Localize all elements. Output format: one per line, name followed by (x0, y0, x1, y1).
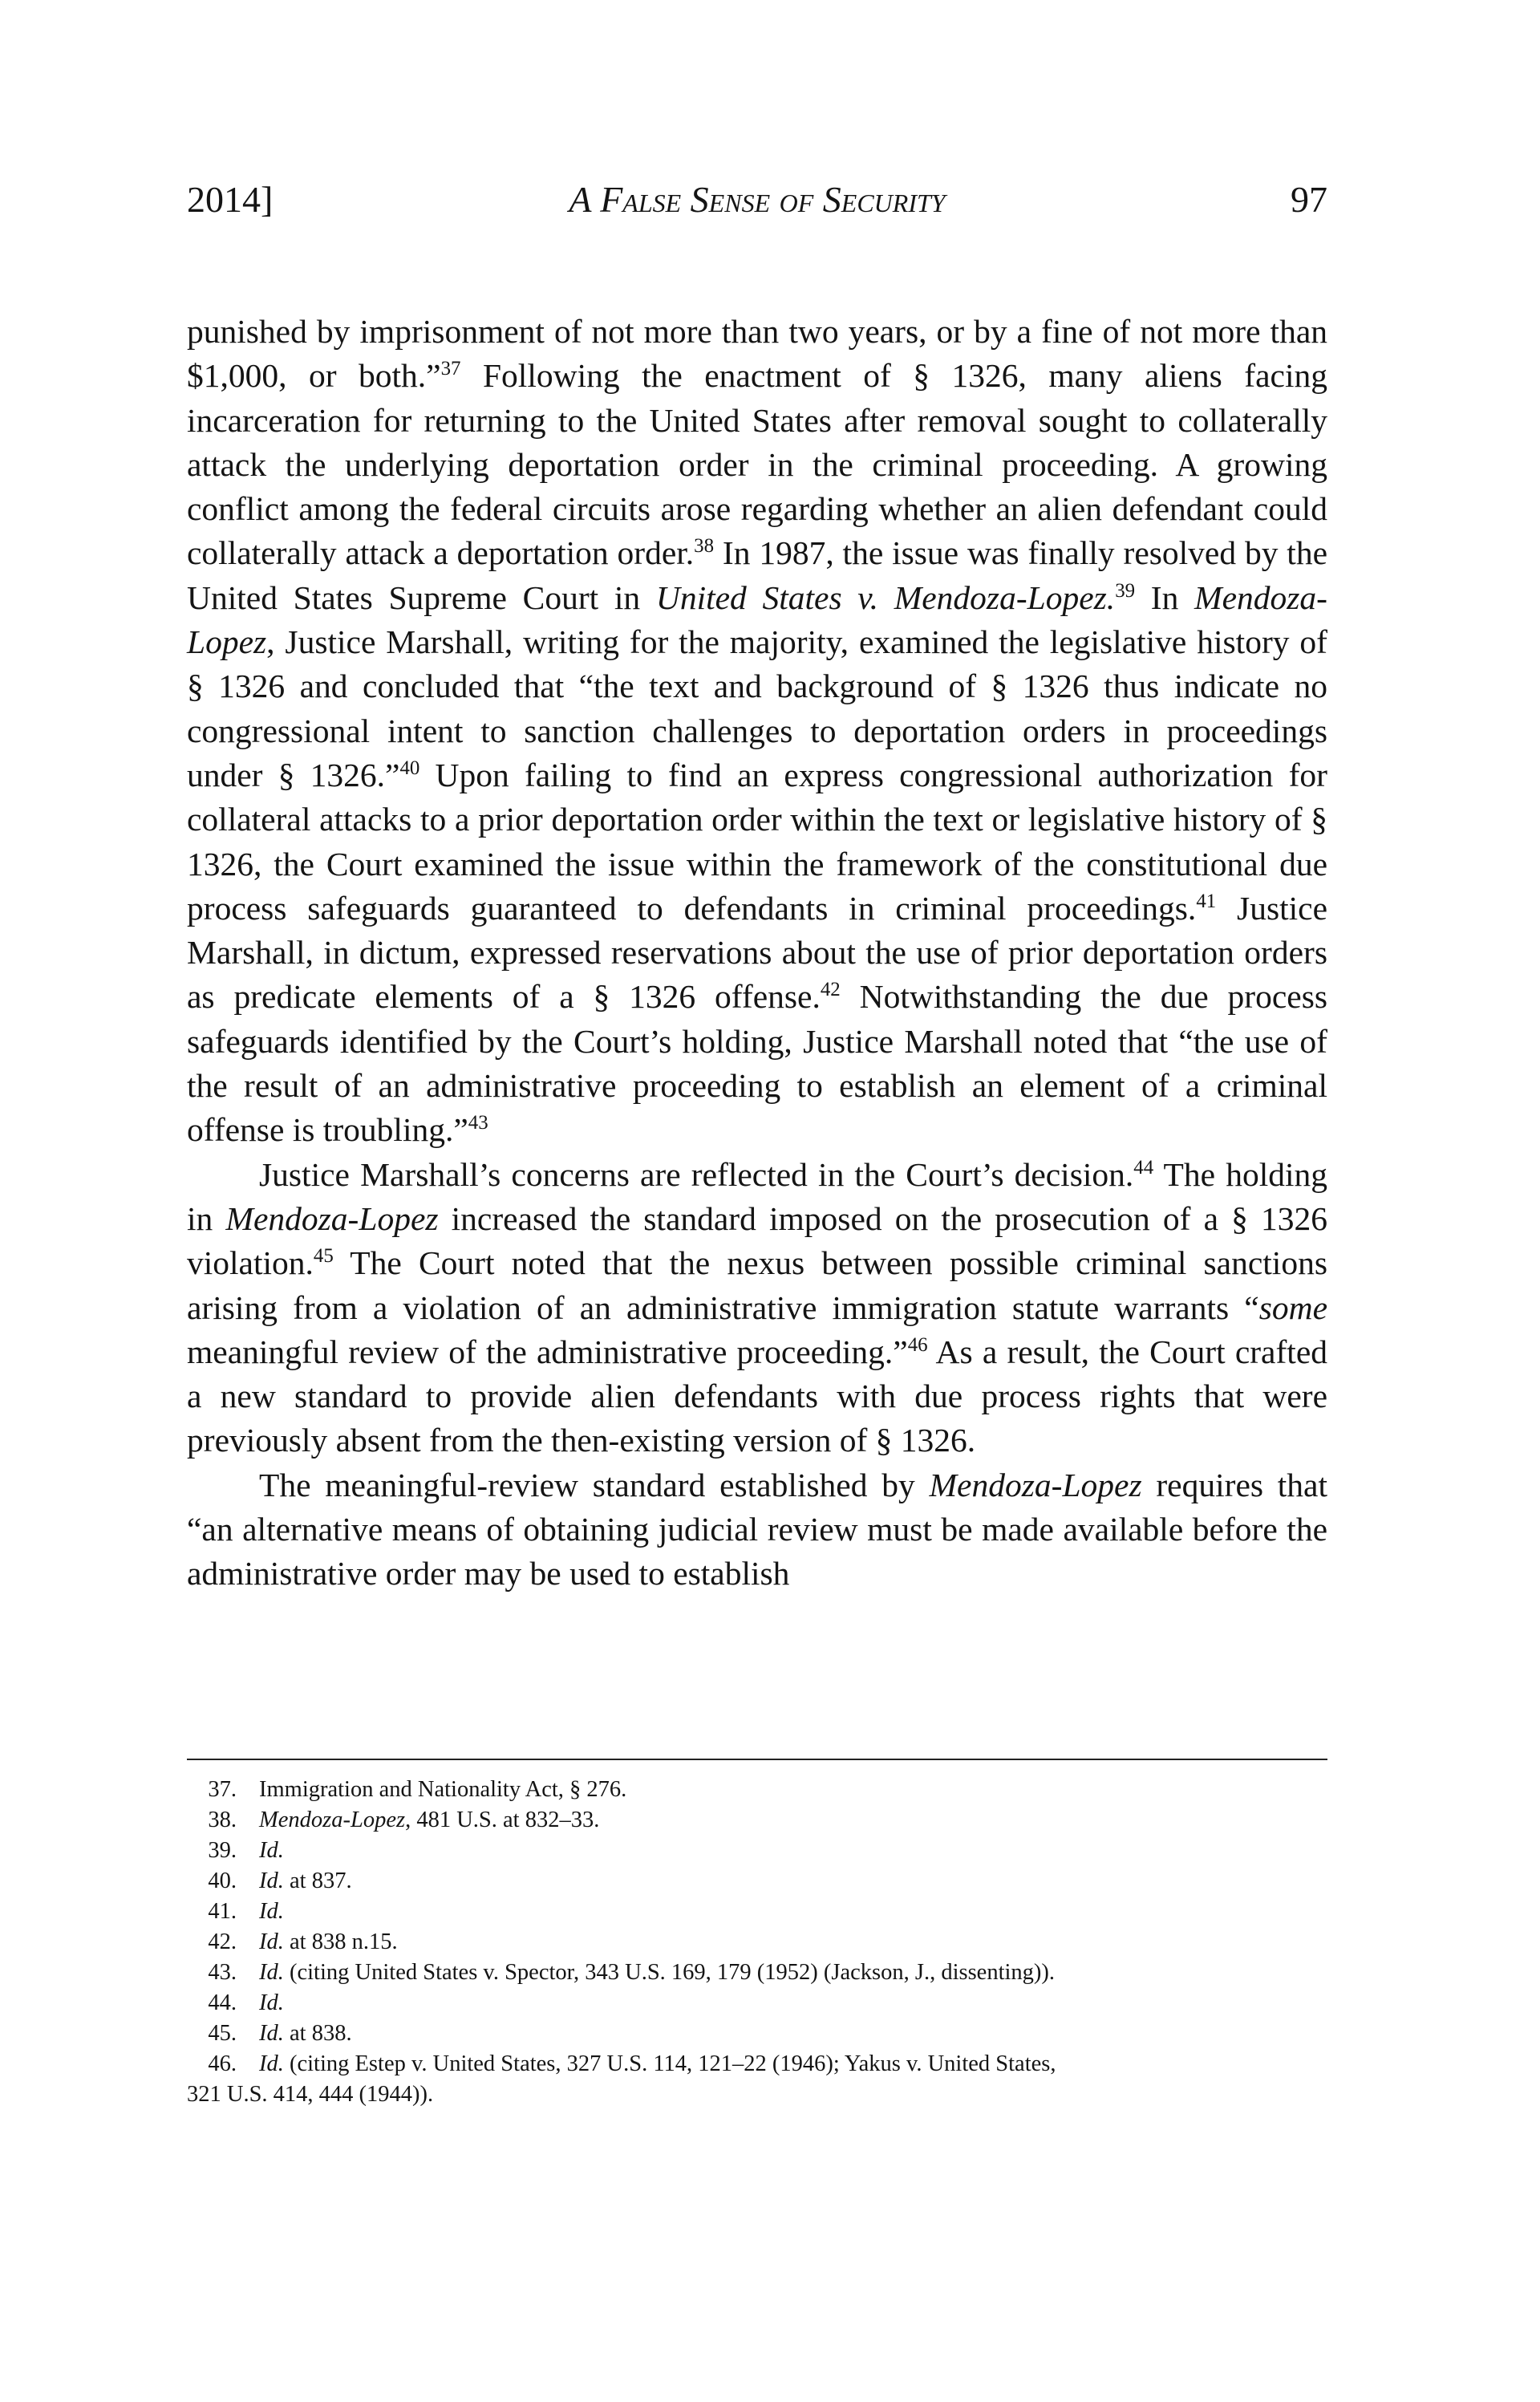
footnote-46: 46. Id. (citing Estep v. United States, 327 U.S. 114, 121–22 (1946); Yakus v. United States, 321 U.S. 414, 444 (1944)). (187, 2049, 1327, 2110)
footnote-ref-42[interactable]: 42 (820, 979, 841, 1001)
footnote-41: 41. Id. (208, 1899, 284, 1924)
footnote-ref-45[interactable]: 45 (313, 1245, 334, 1268)
footnote-ref-38[interactable]: 38 (694, 535, 715, 558)
case-name: Mendoza-Lopez (225, 1199, 439, 1237)
footnote-44: 44. Id. (208, 1990, 284, 2015)
footnote-ref-46[interactable]: 46 (907, 1334, 928, 1356)
footnote-ref-40[interactable]: 40 (399, 757, 420, 780)
footnote-37: 37. Immigration and Nationality Act, § 276. (208, 1777, 627, 1802)
footnote-45: 45. Id. at 838. (208, 2021, 352, 2046)
footnote-46-continuation: 321 U.S. 414, 444 (1944)). (187, 2082, 434, 2107)
footnote-ref-44[interactable]: 44 (1133, 1156, 1154, 1179)
header-page-number: 97 (1291, 179, 1327, 220)
case-name: Mendoza-Lopez (187, 578, 1327, 661)
footnote-ref-43[interactable]: 43 (468, 1112, 488, 1134)
footnote-divider (187, 1759, 1327, 1760)
body-paragraph-1: punished by imprisonment of not more than two years, or by a fine of not more than $1,000, or both.”$^{37}$ Following the enactment of § 1326, many aliens facing incarceration for returning to the United States after removal sought to collaterally attack the underlying deportation order in the criminal proceeding. A growing conflict among the federal circuits arose regarding whether an alien defendant could collaterally attack a deportation order.$^{38}$ In 1987, the issue was finally resolved by the United States Supreme Court in United States v. Mendoza-Lopez.$^{39}$ In Mendoza-Lopez, Justice Marshall, writing for the majority, examined the legislative history of § 1326 and concluded that “the text and background of § 1326 thus indicate no congressional intent to sanction challenges to deportation orders in proceedings under § 1326.”$^{40}$ Upon failing to find an express congressional authorization for collateral attacks to a prior deportation order within the text or legislative history of § 1326, the Court examined the issue within the framework of the constitutional due process safeguards guaranteed to defendants in criminal proceedings.$^{41}$ Justice Marshall, in dictum, expressed reservations about the use of prior deportation orders as predicate elements of a § 1326 offense.$^{42}$ Notwithstanding the due process safeguards identified by the Court’s holding, Justice Marshall noted that “the use of the result of an administrative proceeding to establish an element of a criminal offense is troubling.”$^{43}$ (187, 313, 1327, 1149)
footnote-38: 38. Mendoza-Lopez, 481 U.S. at 832–33. (208, 1808, 600, 1832)
footnote-39: 39. Id. (208, 1838, 284, 1863)
case-name: Mendoza-Lopez (929, 1466, 1142, 1503)
footnote-42: 42. Id. at 838 n.15. (208, 1929, 398, 1954)
case-name: United States v. Mendoza-Lopez. (655, 578, 1116, 616)
footnote-40: 40. Id. at 837. (208, 1868, 352, 1893)
footnote-ref-41[interactable]: 41 (1196, 891, 1217, 913)
article-body (187, 310, 1327, 1597)
body-paragraph-3: The meaningful-review standard established by Mendoza-Lopez requires that “an alternative means of obtaining judicial review must be made available before the administrative order may be used to establish (187, 1466, 1327, 1593)
header-running-title: A False Sense of Security (569, 179, 946, 220)
running-header (187, 178, 1327, 226)
emphasis: some (1258, 1288, 1327, 1326)
body-paragraph-2: Justice Marshall’s concerns are reflected in the Court’s decision.$^{44}$ The holding in Mendoza-Lopez increased the standard imposed on the prosecution of a § 1326 violation.$^{45}$ The Court noted that the nexus between possible criminal sanctions arising from a violation of an administrative immigration statute warrants “some meaningful review of the administrative proceeding.”$^{46}$ As a result, the Court crafted a new standard to provide alien defendants with due process rights that were previously absent from the then-existing version of § 1326. (187, 1155, 1328, 1459)
footnote-ref-39[interactable]: 39 (1115, 579, 1136, 602)
header-year: 2014] (187, 179, 274, 220)
footnote-ref-37[interactable]: 37 (440, 358, 461, 380)
footnote-43: 43. Id. (citing United States v. Spector, 343 U.S. 169, 179 (1952) (Jackson, J., dissenting)). (208, 1960, 1056, 1985)
footnotes-section (187, 1775, 1327, 2110)
